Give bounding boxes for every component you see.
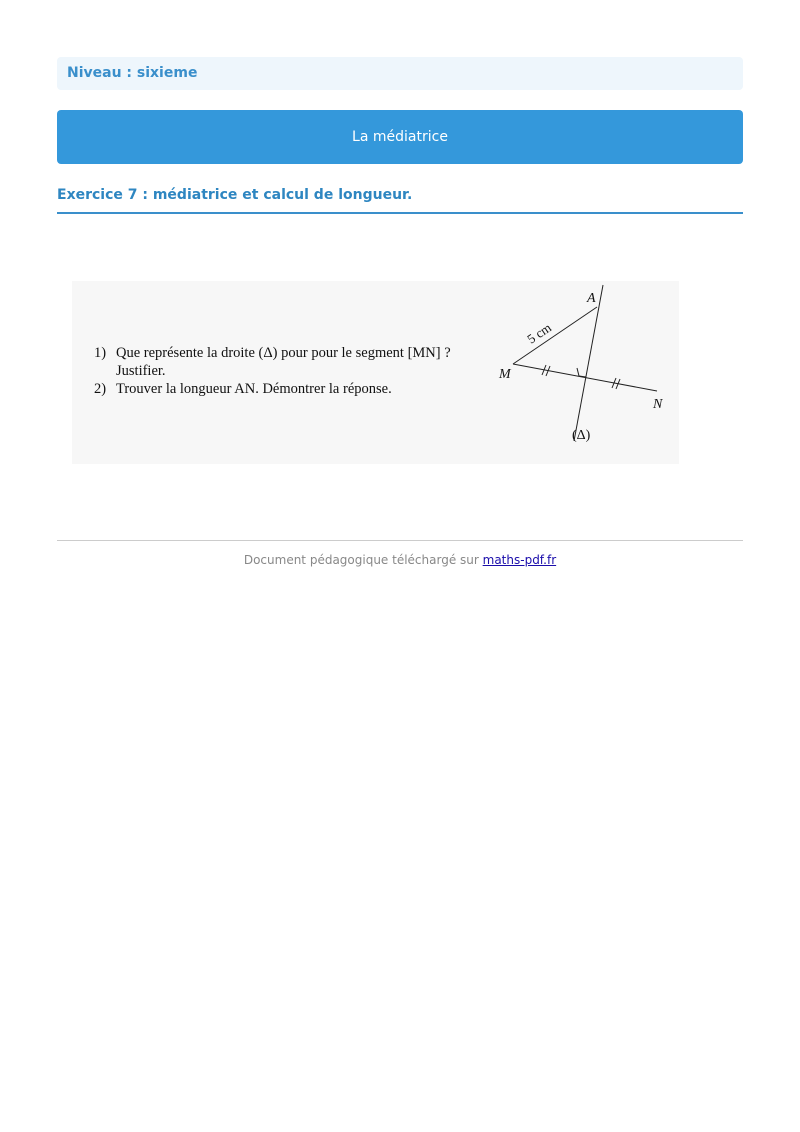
line-delta xyxy=(574,285,603,441)
question-2-number: 2) xyxy=(94,381,107,397)
label-n: N xyxy=(653,397,663,412)
label-delta: (Δ) xyxy=(572,428,591,443)
level-text: Niveau : sixieme xyxy=(67,65,198,81)
footer-link[interactable]: maths-pdf.fr xyxy=(482,553,557,567)
footer-divider xyxy=(57,540,743,541)
geometry-figure xyxy=(72,281,679,464)
label-a: A xyxy=(587,291,596,306)
exercise-image xyxy=(72,281,679,464)
footer xyxy=(57,553,743,567)
question-2-text: Trouver la longueur AN. Démontrer la réponse. xyxy=(116,381,392,397)
question-1-text: Que représente la droite (Δ) pour pour le segment [MN] ? xyxy=(116,345,451,361)
footer-text: Document pédagogique téléchargé sur xyxy=(243,553,483,567)
right-angle-marker xyxy=(577,368,586,377)
label-length: 5 cm xyxy=(524,319,554,347)
exercise-heading xyxy=(57,185,743,214)
exercise-title: Exercice 7 : médiatrice et calcul de longueur. xyxy=(57,187,413,203)
label-m: M xyxy=(499,367,511,382)
segment-mn xyxy=(513,364,657,391)
lesson-title: La médiatrice xyxy=(352,129,448,145)
question-1-number: 1) xyxy=(94,345,107,361)
level-banner xyxy=(57,57,743,90)
lesson-title-banner xyxy=(57,110,743,164)
question-1-text-line2: Justifier. xyxy=(116,363,166,379)
